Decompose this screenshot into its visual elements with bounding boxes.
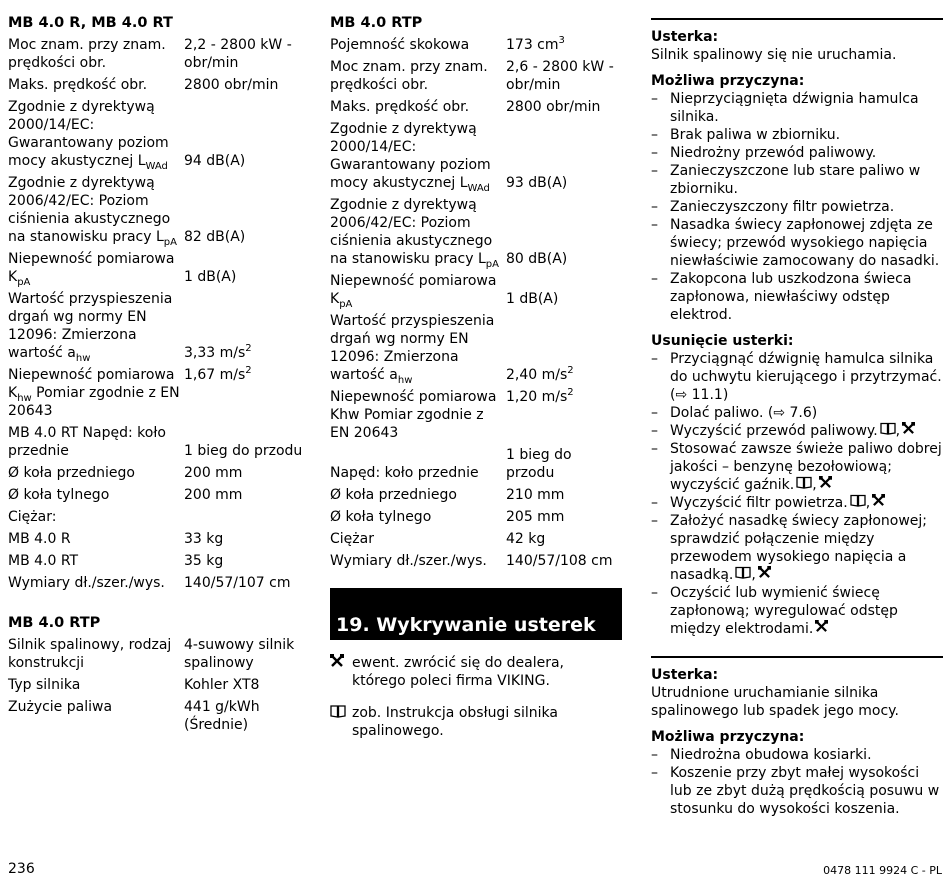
- spec-row: [8, 574, 303, 596]
- spec-row: [330, 58, 622, 98]
- manual-note: [330, 704, 622, 740]
- cause-label: Możliwa przyczyna:: [651, 73, 805, 89]
- spec-label: Niepewność pomiarowa $K_{pA}$: [8, 251, 175, 288]
- superscript: 2: [245, 365, 252, 376]
- cause-item-text: Brak paliwa w zbiorniku.: [670, 127, 841, 143]
- remedy-item-text: Wyczyścić przewód paliwowy.: [670, 423, 878, 439]
- cause-item-text: Niedrożny przewód paliwowy.: [670, 145, 877, 161]
- remedy-item-text: Założyć nasadkę świecy zapłonowej; sprawdzić połączenie między przewodem wysokiego napięcia a nasadką.: [670, 513, 928, 583]
- book-icon: [850, 494, 866, 512]
- spec-label: Ø koła tylnego: [8, 487, 110, 503]
- spec-label: Maks. prędkość obr.: [8, 77, 148, 93]
- spec-row: [330, 120, 622, 196]
- cause-list: [651, 90, 943, 324]
- wrench-screwdriver-icon: [872, 494, 885, 512]
- cause-item: [651, 746, 943, 764]
- spec-value: 82 dB(A): [184, 229, 246, 245]
- spec-value: 1,20 $m/s^2$: [506, 387, 574, 405]
- cause-item-text: Nieprzyciągnięta dźwignia hamulca silnika.: [670, 91, 919, 125]
- remedy-item: – Stosować zawsze świeże paliwo dobrej jakości – benzynę bezołowiową; wyczyścić gaźnik. ,: [651, 440, 943, 494]
- page-number: 236: [8, 861, 35, 877]
- spec-label: Zgodnie z dyrektywą 2000/14/EC: Gwarantowany poziom mocy akustycznej $L_{WAd}$: [8, 99, 169, 172]
- cause-label: Możliwa przyczyna:: [651, 729, 805, 745]
- cause-item-text: Zakopcona lub uszkodzona świeca zapłonowa, niewłaściwy odstęp elektrod.: [670, 271, 912, 323]
- cause-item: [651, 270, 943, 324]
- spec-label: Zgodnie z dyrektywą 2006/42/EC: Poziom ciśnienia akustycznego na stanowisku pracy $L_{pA}$: [8, 175, 177, 248]
- spec-row: [8, 636, 303, 676]
- spec-value: 93 dB(A): [506, 175, 568, 191]
- spec-row: [330, 486, 622, 508]
- wrench-screwdriver-icon: [819, 476, 832, 494]
- spec-row: [8, 552, 303, 574]
- cause-item: [651, 90, 943, 126]
- spec-row: [8, 676, 303, 698]
- superscript: 2: [567, 365, 574, 376]
- spec-row: [8, 366, 303, 424]
- spec-heading: MB 4.0 RTP: [8, 615, 101, 631]
- spec-row: [8, 698, 303, 738]
- spec-row: [8, 174, 303, 250]
- spec-row: [330, 552, 622, 574]
- spec-value: 2,6 - 2800 kW - obr/min: [506, 59, 614, 93]
- spec-value: 2,2 - 2800 kW - obr/min: [184, 37, 292, 71]
- spec-value: 441 g/kWh (Średnie): [184, 699, 260, 733]
- subscript: WAd: [145, 161, 168, 172]
- spec-column-2: [330, 10, 622, 740]
- subscript: pA: [163, 237, 177, 248]
- remedy-list: [651, 350, 943, 638]
- spec-label: Napęd: koło przednie: [330, 465, 479, 481]
- spec-label: Wymiary dł./szer./wys.: [330, 553, 487, 569]
- spec-label: Maks. prędkość obr.: [330, 99, 470, 115]
- spec-column-1: [8, 10, 303, 738]
- subscript: WAd: [467, 183, 490, 194]
- spec-label: Silnik spalinowy, rodzaj konstrukcji: [8, 637, 172, 671]
- remedy-label: Usunięcie usterki:: [651, 333, 794, 349]
- spec-value: 94 dB(A): [184, 153, 246, 169]
- spec-value: 200 mm: [184, 487, 243, 503]
- spec-row: [330, 312, 622, 388]
- superscript: 3: [558, 35, 565, 46]
- spec-label: Typ silnika: [8, 677, 81, 693]
- wrench-screwdriver-icon: [758, 566, 771, 584]
- cause-item-text: Zanieczyszczone lub stare paliwo w zbiorniku.: [670, 163, 921, 197]
- spec-value: [184, 508, 303, 530]
- spec-label: Wartość przyspieszenia drgań wg normy EN 12096: Zmierzona wartość $a_{hw}$: [330, 313, 495, 386]
- wrench-screwdriver-icon: [815, 620, 828, 638]
- spec-row: [8, 464, 303, 486]
- remedy-item-text: Oczyścić lub wymienić świecę zapłonową; wyregulować odstęp między elektrodami.: [670, 585, 898, 637]
- cause-item: [651, 162, 943, 198]
- book-icon: [330, 704, 352, 740]
- spec-label: Zgodnie z dyrektywą 2000/14/EC: Gwarantowany poziom mocy akustycznej $L_{WAd}$: [330, 121, 491, 194]
- fault-label: Usterka:: [651, 667, 719, 683]
- spec-label: Wartość przyspieszenia drgań wg normy EN 12096: Zmierzona wartość $a_{hw}$: [8, 291, 173, 364]
- spec-row: [8, 250, 303, 290]
- document-code: 0478 111 9924 C - PL: [823, 864, 942, 877]
- spec-value: 2800 obr/min: [184, 77, 279, 93]
- spec-label: Niepewność pomiarowa $K_{hw}$ Pomiar zgodnie z EN 20643: [8, 367, 180, 419]
- wrench-screwdriver-icon: [902, 422, 915, 440]
- spec-value: 33 kg: [184, 531, 224, 547]
- spec-label: MB 4.0 R: [8, 531, 71, 547]
- spec-table: [8, 36, 303, 596]
- spec-label: Ciężar:: [8, 509, 57, 525]
- spec-value: 3,33 $m/s^2$: [184, 343, 252, 361]
- remedy-item: – Założyć nasadkę świecy zapłonowej; sprawdzić połączenie między przewodem wysokiego napięcia a nasadką. ,: [651, 512, 943, 584]
- spec-label: Wymiary dł./szer./wys.: [8, 575, 165, 591]
- spec-label: MB 4.0 RT: [8, 553, 79, 569]
- spec-table: [330, 36, 622, 574]
- subscript: pA: [485, 259, 499, 270]
- spec-value: 80 dB(A): [506, 251, 568, 267]
- spec-row: [8, 508, 303, 530]
- cause-item: [651, 216, 943, 270]
- cause-item: [651, 764, 943, 818]
- spec-heading: MB 4.0 RTP: [330, 15, 423, 31]
- dealer-note-text: ewent. zwrócić się do dealera, którego poleci firma VIKING.: [352, 655, 565, 689]
- spec-row: [330, 530, 622, 552]
- troubleshooting-column: [651, 10, 943, 818]
- spec-value: 1,67 $m/s^2$: [184, 365, 252, 383]
- spec-value: 173 $cm^3$: [506, 35, 565, 53]
- dealer-note: [330, 654, 622, 690]
- cause-item-text: Nasadka świecy zapłonowej zdjęta ze świecy; przewód wysokiego napięcia niewłaściwie zamocowany do nasadki.: [670, 217, 940, 269]
- spec-value: 1 bieg do przodu: [506, 447, 572, 481]
- spec-heading: MB 4.0 R, MB 4.0 RT: [8, 15, 173, 31]
- spec-row: [8, 530, 303, 552]
- spec-value: 1 bieg do przodu: [184, 443, 303, 459]
- spec-label: Moc znam. przy znam. prędkości obr.: [8, 37, 166, 71]
- spec-value: 2800 obr/min: [506, 99, 601, 115]
- remedy-item-text: Przyciągnąć dźwignię hamulca silnika do uchwytu kierującego i przytrzymać. (⇨ 11.1): [670, 351, 942, 403]
- fault-label: Usterka:: [651, 29, 719, 45]
- spec-row: [8, 424, 303, 464]
- remedy-item-text: Dolać paliwo. (⇨ 7.6): [670, 405, 818, 421]
- fault-text: Utrudnione uruchamianie silnika spalinowego lub spadek jego mocy.: [651, 685, 899, 719]
- remedy-item: [651, 350, 943, 404]
- spec-label: Ø koła przedniego: [330, 487, 457, 503]
- spec-value: Kohler XT8: [184, 677, 260, 693]
- remedy-item: – Wyczyścić przewód paliwowy. ,: [651, 422, 943, 440]
- spec-value: 140/57/107 cm: [184, 575, 291, 591]
- remedy-item: – Wyczyścić filtr powietrza. ,: [651, 494, 943, 512]
- spec-value: 210 mm: [506, 487, 565, 503]
- cause-item-text: Niedrożna obudowa kosiarki.: [670, 747, 872, 763]
- section-title: 19. Wykrywanie usterek: [330, 588, 622, 640]
- spec-value: 1 dB(A): [506, 291, 559, 307]
- spec-row: [8, 98, 303, 174]
- spec-value: 35 kg: [184, 553, 224, 569]
- spec-label: Zużycie paliwa: [8, 699, 113, 715]
- subscript: hw: [397, 375, 413, 386]
- spec-value: 42 kg: [506, 531, 546, 547]
- book-icon: [735, 566, 751, 584]
- remedy-item-text: Stosować zawsze świeże paliwo dobrej jakości – benzynę bezołowiową; wyczyścić gaźnik.: [670, 441, 942, 493]
- spec-label: Ø koła tylnego: [330, 509, 432, 525]
- spec-label: Zgodnie z dyrektywą 2006/42/EC: Poziom ciśnienia akustycznego na stanowisku pracy $L_{pA}$: [330, 197, 499, 270]
- subscript: pA: [339, 299, 353, 310]
- spec-table: [8, 636, 303, 738]
- subscript: hw: [17, 393, 32, 404]
- book-icon: [880, 422, 896, 440]
- cause-item: [651, 144, 943, 162]
- spec-row: [330, 36, 622, 58]
- spec-label: Niepewność pomiarowa $K_{pA}$: [330, 273, 497, 310]
- cause-item: [651, 198, 943, 216]
- spec-label: Niepewność pomiarowa Khw Pomiar zgodnie z EN 20643: [330, 389, 497, 441]
- fault-text: Silnik spalinowy się nie uruchamia.: [651, 47, 897, 63]
- spec-row: [8, 76, 303, 98]
- subscript: pA: [17, 277, 31, 288]
- spec-value: 140/57/108 cm: [506, 553, 613, 569]
- spec-label: Pojemność skokowa: [330, 37, 470, 53]
- spec-label: Moc znam. przy znam. prędkości obr.: [330, 59, 488, 93]
- cause-item: [651, 126, 943, 144]
- spec-value: 2,40 $m/s^2$: [506, 365, 574, 383]
- remedy-item: [651, 584, 943, 638]
- spec-label: Ø koła przedniego: [8, 465, 135, 481]
- cause-item-text: Zanieczyszczony filtr powietrza.: [670, 199, 895, 215]
- cause-list: [651, 746, 943, 818]
- spec-value: 1 dB(A): [184, 269, 237, 285]
- remedy-item-text: Wyczyścić filtr powietrza.: [670, 495, 848, 511]
- spec-row: [8, 36, 303, 76]
- spec-row: [330, 508, 622, 530]
- cause-item-text: Koszenie przy zbyt małej wysokości lub ze zbyt dużą prędkością posuwu w stosunku do wysokości koszenia.: [670, 765, 940, 817]
- spec-row: [330, 98, 622, 120]
- spec-value: 4-suwowy silnik spalinowy: [184, 637, 295, 671]
- manual-note-text: zob. Instrukcja obsługi silnika spalinowego.: [352, 705, 558, 739]
- spec-row: [330, 388, 622, 446]
- spec-value: 205 mm: [506, 509, 565, 525]
- subscript: hw: [75, 353, 91, 364]
- wrench-screwdriver-icon: [330, 654, 352, 690]
- superscript: 2: [245, 343, 252, 354]
- remedy-item: [651, 404, 943, 422]
- spec-row: [8, 290, 303, 366]
- superscript: 2: [567, 387, 574, 398]
- spec-value: 200 mm: [184, 465, 243, 481]
- spec-label: Ciężar: [330, 531, 374, 547]
- book-icon: [796, 476, 812, 494]
- spec-row: [8, 486, 303, 508]
- spec-label: MB 4.0 RT Napęd: koło przednie: [8, 425, 166, 459]
- spec-row: [330, 446, 622, 486]
- spec-row: [330, 272, 622, 312]
- spec-row: [330, 196, 622, 272]
